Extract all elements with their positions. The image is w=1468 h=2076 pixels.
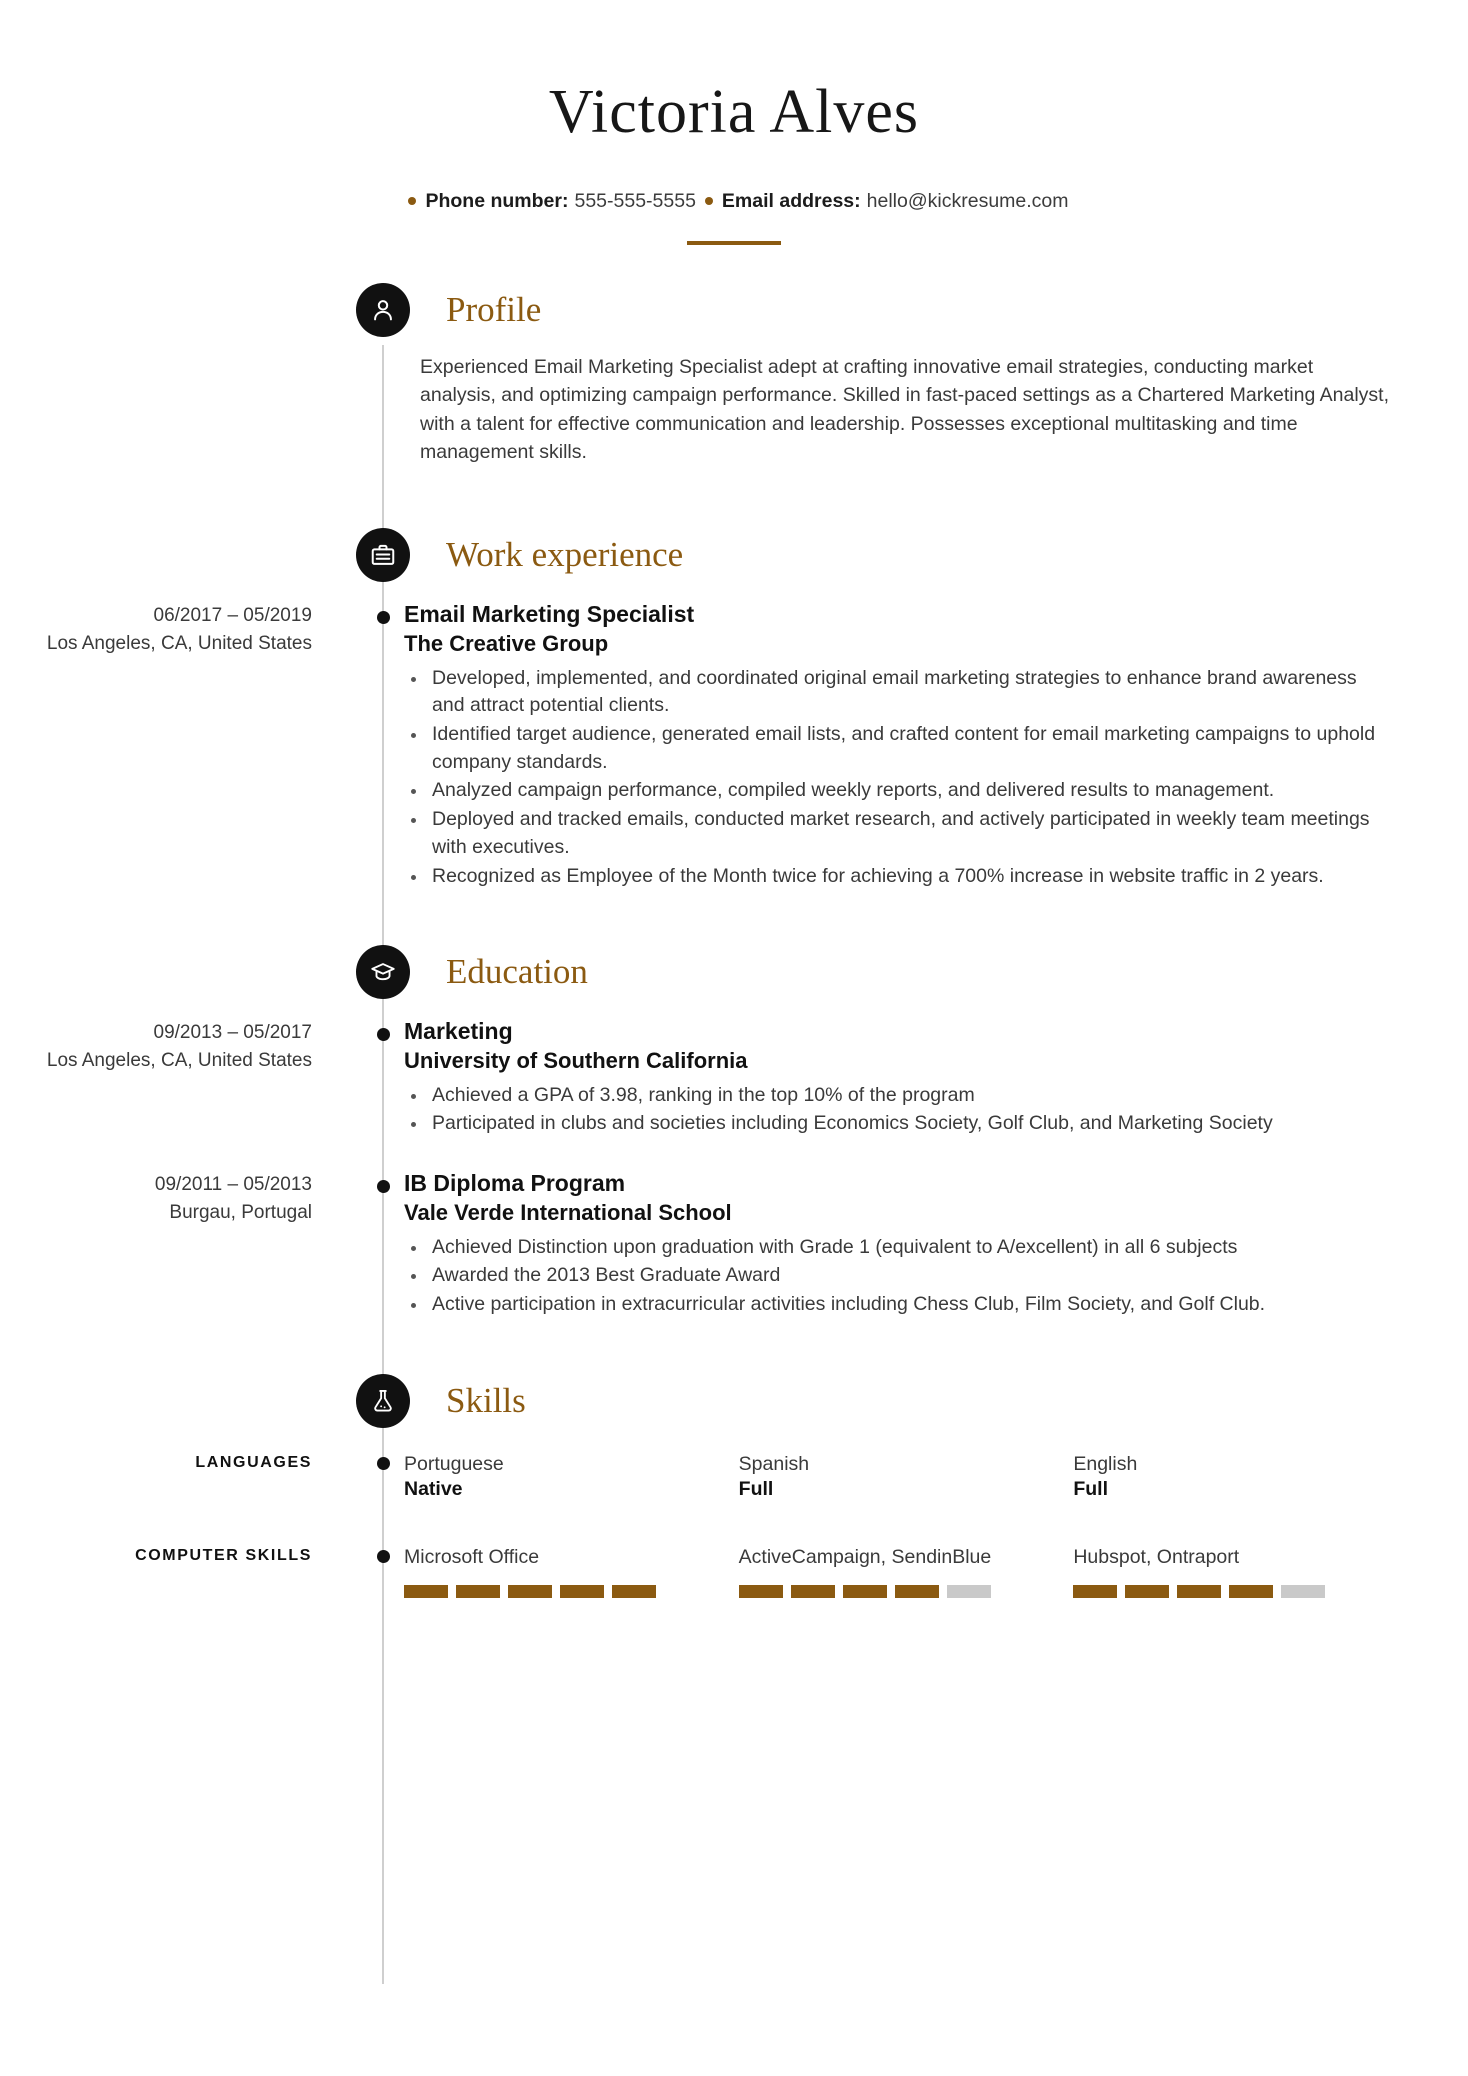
list-item: Achieved Distinction upon graduation with Grade 1 (equivalent to A/excellent) in all 6 subjects bbox=[404, 1234, 1392, 1262]
email-value: hello@kickresume.com bbox=[866, 190, 1069, 213]
work-entry-location: Los Angeles, CA, United States bbox=[46, 632, 312, 654]
phone-value: 555-555-5555 bbox=[574, 190, 696, 213]
language-item bbox=[1073, 1452, 1408, 1503]
rating-segment-filled bbox=[843, 1585, 887, 1598]
language-level: Native bbox=[404, 1478, 463, 1501]
work-entry-bullets bbox=[404, 665, 1392, 891]
skills-computer-row bbox=[0, 1545, 1468, 1598]
computer-skill-item bbox=[1073, 1545, 1408, 1598]
timeline-dot-icon bbox=[348, 1545, 384, 1598]
list-item: Awarded the 2013 Best Graduate Award bbox=[404, 1262, 1392, 1290]
education-entry-bullets bbox=[404, 1082, 1392, 1138]
section-work-experience bbox=[0, 528, 1468, 891]
list-item: Participated in clubs and societies including Economics Society, Golf Club, and Marketing Society bbox=[404, 1110, 1392, 1138]
education-entry-title: IB Diploma Program bbox=[404, 1170, 626, 1197]
computer-skill-name: ActiveCampaign, SendinBlue bbox=[738, 1546, 992, 1569]
list-item: Developed, implemented, and coordinated original email marketing strategies to enhance brand awareness and attract potential clients. bbox=[404, 665, 1392, 720]
education-entry-location: Los Angeles, CA, United States bbox=[46, 1049, 312, 1071]
contact-line bbox=[0, 190, 1468, 213]
section-title-profile: Profile bbox=[446, 290, 542, 330]
rating-segment-filled bbox=[1073, 1585, 1117, 1598]
list-item: Recognized as Employee of the Month twice for achieving a 700% increase in website traffic in 2 years. bbox=[404, 863, 1392, 891]
education-entry-meta bbox=[0, 1169, 348, 1320]
skills-computer-label: COMPUTER SKILLS bbox=[135, 1547, 312, 1565]
list-item: Analyzed campaign performance, compiled weekly reports, and delivered results to management. bbox=[404, 777, 1392, 805]
computer-skill-item bbox=[739, 1545, 1074, 1598]
language-name: English bbox=[1073, 1452, 1138, 1475]
rating-segment-empty bbox=[947, 1585, 991, 1598]
section-header-work bbox=[356, 528, 1468, 582]
flask-icon bbox=[356, 1374, 410, 1428]
list-item: Achieved a GPA of 3.98, ranking in the top 10% of the program bbox=[404, 1082, 1392, 1110]
header-divider bbox=[687, 241, 781, 245]
page-title: Victoria Alves bbox=[548, 78, 920, 146]
section-title-skills: Skills bbox=[446, 1380, 526, 1420]
list-item: Identified target audience, generated email lists, and crafted content for email marketing campaigns to uphold company standards. bbox=[404, 721, 1392, 776]
education-entry-organization: Vale Verde International School bbox=[404, 1199, 732, 1225]
section-header-skills bbox=[356, 1374, 1468, 1428]
list-item: Active participation in extracurricular activities including Chess Club, Film Society, and Golf Club. bbox=[404, 1291, 1392, 1319]
skills-languages-row bbox=[0, 1452, 1468, 1503]
section-education bbox=[0, 945, 1468, 1319]
language-item bbox=[404, 1452, 739, 1503]
section-title-work: Work experience bbox=[446, 535, 684, 575]
timeline-dot-icon bbox=[348, 1017, 384, 1139]
education-entry-title: Marketing bbox=[404, 1018, 513, 1045]
rating-segment-filled bbox=[739, 1585, 783, 1598]
computer-skill-name: Hubspot, Ontraport bbox=[1073, 1546, 1240, 1569]
education-entry-meta bbox=[0, 1017, 348, 1139]
rating-segment-filled bbox=[1125, 1585, 1169, 1598]
rating-segment-filled bbox=[791, 1585, 835, 1598]
resume-header bbox=[0, 78, 1468, 245]
section-header-profile bbox=[356, 283, 1468, 337]
work-entry-organization: The Creative Group bbox=[404, 631, 609, 657]
rating-segment-filled bbox=[895, 1585, 939, 1598]
education-entry bbox=[0, 1169, 1468, 1320]
rating-segment-filled bbox=[508, 1585, 552, 1598]
phone-label: Phone number: bbox=[425, 190, 569, 213]
work-entry-meta bbox=[0, 600, 348, 891]
person-icon bbox=[356, 283, 410, 337]
graduation-cap-icon bbox=[356, 945, 410, 999]
language-name: Portuguese bbox=[404, 1452, 504, 1475]
rating-segment-filled bbox=[404, 1585, 448, 1598]
rating-segment-filled bbox=[1229, 1585, 1273, 1598]
list-item: Deployed and tracked emails, conducted market research, and actively participated in weekly team meetings with executives. bbox=[404, 806, 1392, 861]
briefcase-icon bbox=[356, 528, 410, 582]
rating-segment-filled bbox=[612, 1585, 656, 1598]
computer-skill-rating bbox=[1073, 1585, 1384, 1598]
bullet-dot-icon bbox=[705, 197, 713, 205]
rating-segment-filled bbox=[1177, 1585, 1221, 1598]
language-name: Spanish bbox=[738, 1452, 810, 1475]
section-skills bbox=[0, 1374, 1468, 1598]
rating-segment-empty bbox=[1281, 1585, 1325, 1598]
education-entry-bullets bbox=[404, 1234, 1392, 1319]
skills-languages-label: LANGUAGES bbox=[195, 1453, 312, 1471]
language-level: Full bbox=[738, 1478, 774, 1501]
timeline-dot-icon bbox=[348, 600, 384, 891]
work-entry-dates: 06/2017 – 05/2019 bbox=[153, 605, 312, 627]
computer-skill-name: Microsoft Office bbox=[404, 1546, 540, 1569]
work-entry bbox=[0, 600, 1468, 891]
computer-skill-rating bbox=[739, 1585, 1050, 1598]
rating-segment-filled bbox=[456, 1585, 500, 1598]
section-title-education: Education bbox=[446, 952, 588, 992]
education-entry-dates: 09/2011 – 05/2013 bbox=[154, 1174, 312, 1196]
education-entry bbox=[0, 1017, 1468, 1139]
section-header-education bbox=[356, 945, 1468, 999]
education-entry-location: Burgau, Portugal bbox=[169, 1201, 312, 1223]
education-entry-organization: University of Southern California bbox=[404, 1048, 748, 1074]
profile-summary: Experienced Email Marketing Specialist adept at crafting innovative email strategies, conducting market analysis, and optimizing campaign performance. Skilled in fast-paced settings as a Chartered Marketing Analyst, with a talent for effective communication and leadership. Possesses exceptional multitasking and time management skills. bbox=[420, 356, 1389, 463]
education-entry-dates: 09/2013 – 05/2017 bbox=[153, 1022, 312, 1044]
computer-skill-item bbox=[404, 1545, 739, 1598]
bullet-dot-icon bbox=[408, 197, 416, 205]
language-level: Full bbox=[1073, 1478, 1109, 1501]
computer-skill-rating bbox=[404, 1585, 715, 1598]
timeline-dot-icon bbox=[348, 1452, 384, 1503]
language-item bbox=[739, 1452, 1074, 1503]
email-label: Email address: bbox=[721, 190, 861, 213]
rating-segment-filled bbox=[560, 1585, 604, 1598]
work-entry-title: Email Marketing Specialist bbox=[404, 601, 695, 628]
section-profile bbox=[0, 283, 1468, 466]
timeline-dot-icon bbox=[348, 1169, 384, 1320]
